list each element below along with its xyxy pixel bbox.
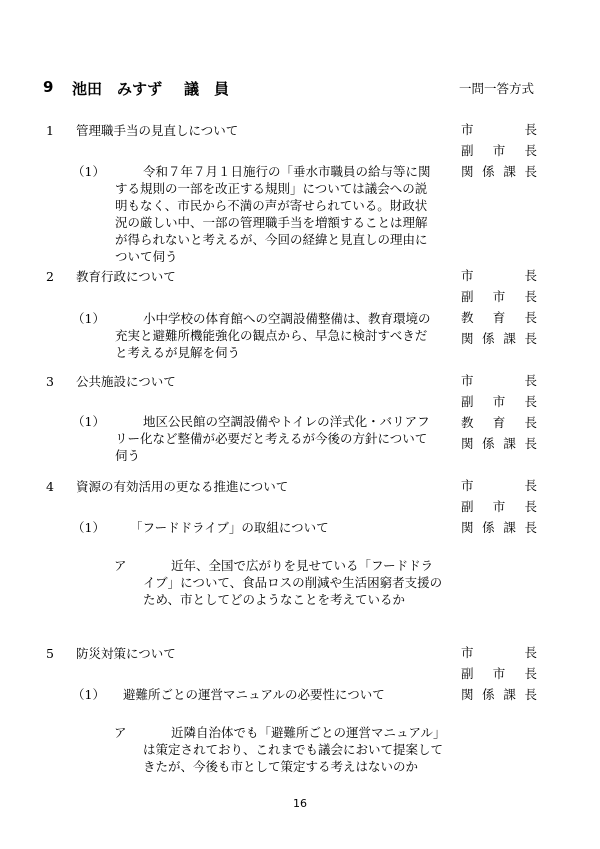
- sub-item-text: 避難所ごとの運営マニュアルの必要性について: [123, 687, 385, 702]
- item-number: 3: [46, 374, 54, 389]
- page-number: 16: [293, 797, 307, 810]
- responder: 関 係 課 長: [461, 687, 537, 702]
- responder: 関 係 課 長: [461, 164, 537, 179]
- sub-item-label: （1）: [72, 311, 105, 326]
- responder: 市 長: [461, 645, 537, 660]
- item-number: 2: [46, 269, 54, 284]
- item-number: 1: [46, 123, 54, 138]
- sub-item-text: 小中学校の体育館への空調設備整備は、教育環境の充実と避難所機能強化の観点から、早急に検討すべきだと考えるが見解を伺う: [115, 311, 431, 360]
- question-format: 一問一答方式: [459, 81, 535, 96]
- item-title: 公共施設について: [76, 374, 176, 389]
- responder: 市 長: [461, 373, 537, 388]
- responder: 副 市 長: [461, 666, 537, 681]
- member-title: 議 員: [184, 80, 230, 98]
- responder: 副 市 長: [461, 499, 537, 514]
- item-title: 教育行政について: [76, 269, 176, 284]
- child-item-label: ア: [114, 558, 127, 573]
- child-item-text: 近年、全国で広がりを見せている「フードドライブ」について、食品ロスの削減や生活困窮者支援のため、市としてどのようなことを考えているか: [143, 558, 443, 607]
- child-item-label: ア: [114, 725, 127, 740]
- item-number: 4: [46, 479, 54, 494]
- item-number: 5: [46, 646, 54, 661]
- member-name: 池田 みすず: [72, 80, 163, 98]
- sub-item-label: （1）: [72, 414, 105, 429]
- responder: 副 市 長: [461, 394, 537, 409]
- sub-item-label: （1）: [72, 164, 105, 179]
- responder: 市 長: [461, 268, 537, 283]
- sub-item-text: 令和７年７月１日施行の「垂水市職員の給与等に関する規則の一部を改正する規則」については議会への説明もなく、市民から不満の声が寄せられている。財政状況の厳しい中、一部の管理職手当を増額することは理解が得られないと考えるが、今回の経緯と見直しの理由について伺う: [115, 164, 431, 264]
- responder: 関 係 課 長: [461, 436, 537, 451]
- responder: 副 市 長: [461, 289, 537, 304]
- child-item-text: 近隣自治体でも「避難所ごとの運営マニュアル」は策定されており、これまでも議会において提案してきたが、今後も市として策定する考えはないのか: [143, 725, 444, 774]
- item-title: 資源の有効活用の更なる推進について: [76, 479, 289, 494]
- sub-item-text: 「フードドライブ」の取組について: [130, 520, 329, 535]
- responder: 市 長: [461, 122, 537, 137]
- responder: 関 係 課 長: [461, 520, 537, 535]
- sub-item-label: （1）: [72, 687, 105, 702]
- item-title: 防災対策について: [76, 646, 176, 661]
- responder: 教 育 長: [461, 415, 537, 430]
- item-title: 管理職手当の見直しについて: [76, 123, 239, 138]
- responder: 関 係 課 長: [461, 331, 537, 346]
- sub-item-text: 地区公民館の空調設備やトイレの洋式化・バリアフリー化など整備が必要だと考えるが今後の方針について伺う: [115, 414, 430, 463]
- sub-item-label: （1）: [72, 520, 105, 535]
- responder: 教 育 長: [461, 310, 537, 325]
- responder: 市 長: [461, 478, 537, 493]
- responder: 副 市 長: [461, 143, 537, 158]
- member-number: 9: [43, 78, 54, 96]
